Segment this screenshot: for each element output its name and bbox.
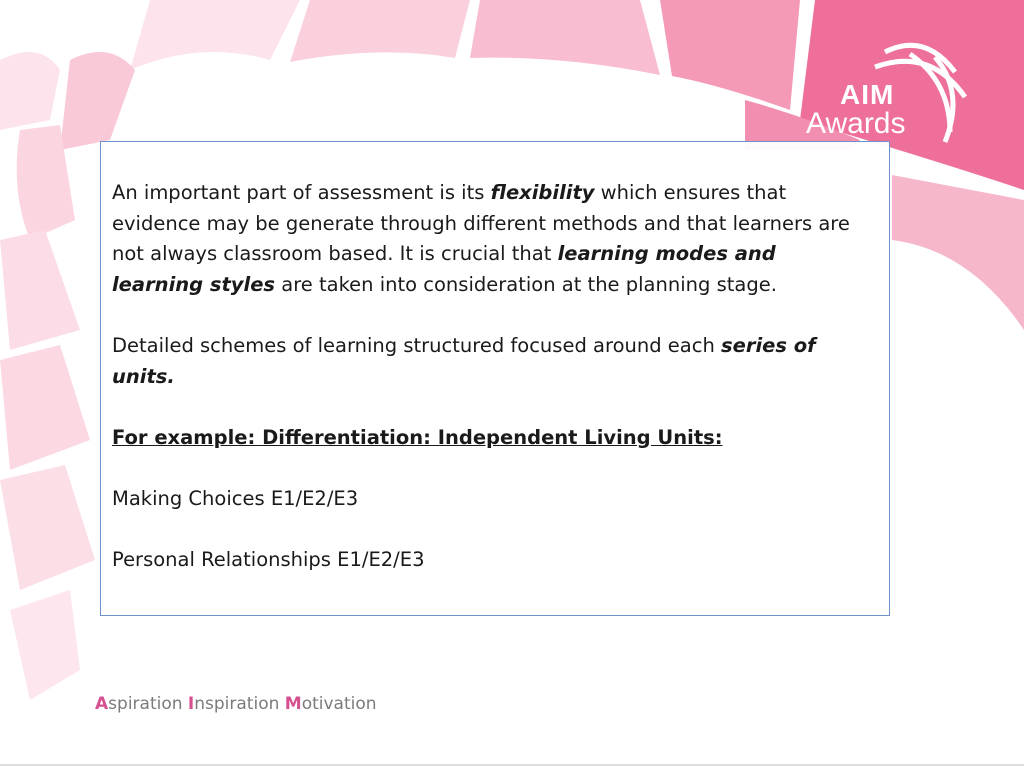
bg-tile [892, 175, 1024, 330]
bg-tile [60, 52, 135, 150]
emphasis-flexibility: flexibility [490, 181, 595, 204]
bg-tile [0, 230, 80, 350]
bg-tile [470, 0, 660, 75]
bg-tile [660, 0, 800, 110]
bg-tile [10, 590, 80, 700]
content-box [100, 141, 890, 616]
aim-awards-logo [806, 80, 946, 140]
tagline: Aspiration Inspiration Motivation [95, 694, 377, 714]
paragraph-flexibility: An important part of assessment is its flexibility which ensures that evidence may be generate through different methods and that learners are not always classroom based. It is crucial that learning modes and learning styles are taken into consideration at the planning stage. [112, 181, 850, 296]
bg-tile [290, 0, 470, 62]
logo-line-awards: Awards [806, 107, 906, 140]
emphasis-series-of-units: series of units. [112, 333, 816, 388]
paragraph-schemes: Detailed schemes of learning structured focused around each series of units. [112, 333, 816, 388]
emphasis-learning-modes: learning modes and learning styles [112, 242, 776, 296]
content-text [112, 178, 872, 576]
bg-tile [130, 0, 300, 70]
example-heading: For example: Differentiation: Independent Living Units: [112, 425, 723, 449]
unit-personal-relationships: Personal Relationships E1/E2/E3 [112, 548, 425, 572]
bg-tile [0, 345, 90, 470]
bg-tile [0, 465, 95, 590]
bg-tile [0, 52, 60, 130]
unit-making-choices: Making Choices E1/E2/E3 [112, 486, 359, 510]
logo-line-aim: AIM [840, 79, 895, 110]
